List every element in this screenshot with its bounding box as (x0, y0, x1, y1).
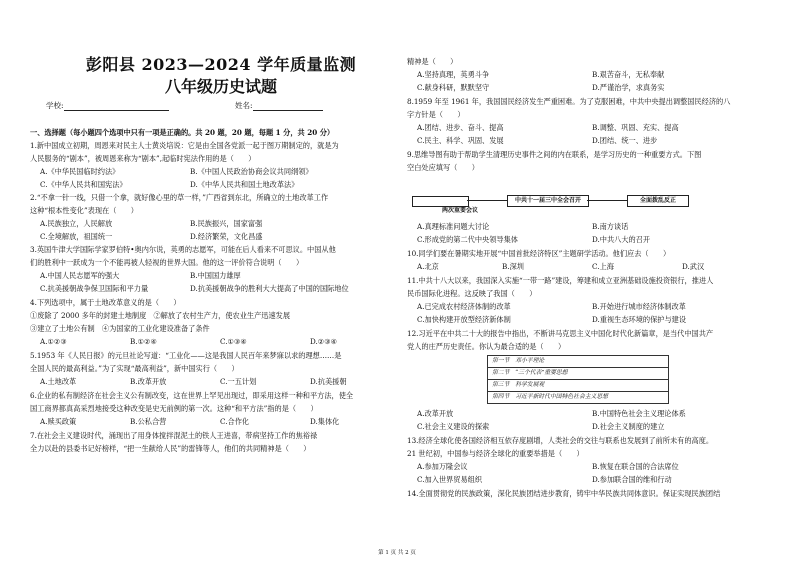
option-c[interactable]: C.加快构建开放型经济新体制 (417, 315, 511, 324)
table-row: 第二节 “三个代表”重要思想 (488, 368, 668, 380)
question-line: 1.新中国成立初期，周恩来对民主人士黄炎培说：它是由全国各党派一起于图万期制定的，就是为 (30, 141, 339, 150)
option-d[interactable]: D.团结、统一、进步 (592, 136, 658, 145)
option-a[interactable]: A.团结、进步、奋斗、提高 (417, 123, 504, 132)
option-c[interactable]: C.合作化 (220, 417, 250, 426)
option-d[interactable]: D.②③④ (310, 337, 338, 346)
name-label: 姓名: (235, 101, 253, 110)
option-d[interactable]: D.《中华人民共和国土地改革法》 (190, 180, 299, 189)
page-footer: 第 1 页 共 2 页 (378, 550, 416, 556)
flow-label-left: 两次重要会议 (441, 207, 478, 214)
exam-subtitle: 八年级历史试题 (164, 77, 277, 96)
chapter-table (487, 355, 669, 404)
option-b[interactable]: B.改革开放 (130, 377, 167, 386)
option-c[interactable]: C.一五计划 (220, 377, 257, 386)
option-d[interactable]: D.参加联合国的维和行动 (592, 475, 672, 484)
option-b[interactable]: B.南方谈话 (592, 222, 629, 231)
name-field[interactable] (235, 100, 323, 111)
option-d[interactable]: D.重视生态环境的保护与建设 (592, 315, 687, 324)
option-b[interactable]: B.中国国力雄厚 (190, 271, 241, 280)
flow-box-correction: 全面拨乱反正 (627, 195, 689, 207)
option-b[interactable]: B.公私合营 (130, 417, 167, 426)
option-c[interactable]: C.《中华人民共和国宪法》 (40, 180, 127, 189)
option-d[interactable]: D.武汉 (682, 262, 705, 271)
question-line: 9.思维导图有助于帮助学生清理历史事件之间的内在联系，是学习历史的一种重要方式。下图 (407, 150, 702, 159)
option-c[interactable]: C.上海 (592, 262, 614, 271)
question-line: ③建立了土地公有制 ④为国家的工业化建设准备了条件 (30, 324, 210, 333)
option-c[interactable]: C.献身科研，默默坚守 (417, 83, 490, 92)
option-b[interactable]: B.恢复在联合国的合法席位 (592, 462, 679, 471)
option-a[interactable]: A.赎买政策 (40, 417, 77, 426)
option-a[interactable]: A.参加万隆会议 (417, 462, 468, 471)
option-c[interactable]: C.抗美援朝战争保卫国际和平力量 (40, 284, 149, 293)
option-d[interactable]: D.集体化 (310, 417, 340, 426)
question-line: 10.同学们要在暑期实地开展“中国首批经济特区”主题研学活动。他们应去（ ） (407, 249, 671, 258)
option-d[interactable]: D.抗美援朝 (310, 377, 347, 386)
name-line[interactable] (253, 103, 323, 111)
exam-title: 彭阳县 2023—2024 学年质量监测 (85, 55, 357, 74)
option-b[interactable]: B.中国特色社会主义理论体系 (592, 409, 686, 418)
question-line: 们的胜利中一跃成为一个不能再被人轻视的世界大国。他的这一评价符合说明（ ） (30, 258, 304, 267)
option-a[interactable]: A.中国人民志愿军的强大 (40, 271, 120, 280)
question-line: 21 世纪初，中国参与经济全球化的重要举措是（ ） (407, 449, 584, 458)
option-a[interactable]: A.①②③ (40, 337, 67, 346)
question-line: 3.英国牛津大学国际学家罗伯特•奥内尔说，英勇的志愿军，可能在后人看来不可思议。中国从他 (30, 245, 336, 254)
table-row: 第四节 习近平新时代中国特色社会主义思想 (492, 394, 608, 400)
question-line: 12.习近平在中共二十大的报告中指出，不断讲马克思主义中国化时代化新篇章，是当代中国共产 (407, 329, 714, 338)
question-line: 13.经济全球化使各国经济相互依存度剧增，人类社会的交往与联系也发展到了前所未有的高度。 (407, 436, 714, 445)
question-line: 11.中共十八大以来，我国深入实施“一带一路”建设，筹建和成立亚洲基础设施投资银行，推进人 (407, 276, 714, 285)
option-c[interactable]: C.①③④ (220, 337, 247, 346)
question-line: 国工商界都真高采烈地接受这种改变是史无前例的第一次。这种“和平方法”指的是（ ） (30, 404, 318, 413)
option-b[interactable]: B.《中国人民政治协商会议共同纲领》 (190, 167, 313, 176)
option-c[interactable]: C.加入世界贸易组织 (417, 475, 483, 484)
flow-box-plenum: 中共十一届三中全会召开 (507, 195, 589, 207)
question-line: 14.全面贯彻党的民族政策，深化民族团结进步教育，铸牢中华民族共同体意识。保证实现民族团结 (407, 489, 721, 498)
question-line: 8.1959 年至 1961 年，我国国民经济发生严重困难。为了克服困难，中共中央提出调整国民经济的八 (407, 97, 731, 106)
option-b[interactable]: B.民族振兴，国家富强 (190, 219, 263, 228)
option-a[interactable]: A.北京 (417, 262, 439, 271)
option-b[interactable]: B.艰苦奋斗，无私奉献 (592, 70, 665, 79)
question-line: 6.企业的私有制经济在社会主义公有制改变，这在世界上罕见出现过，即采用这样一种和平方法，使全 (30, 391, 354, 400)
option-b[interactable]: B.开始进行城市经济体制改革 (592, 302, 686, 311)
option-a[interactable]: A.坚持真理，英勇斗争 (417, 70, 490, 79)
option-a[interactable]: A.真理标准问题大讨论 (417, 222, 490, 231)
table-row: 第一节 邓小平理论 (488, 356, 668, 368)
option-a[interactable]: A.《中华民国临时约法》 (40, 167, 120, 176)
option-c[interactable]: C.全境解放，祖国统一 (40, 232, 113, 241)
school-line[interactable] (64, 103, 169, 111)
option-a[interactable]: A.改革开放 (417, 409, 454, 418)
question-line: 4.下列选项中，属于土地改革意义的是（ ） (30, 298, 181, 307)
right-column (407, 0, 789, 548)
school-label: 学校: (46, 101, 64, 110)
question-line: ①废除了 2000 多年的封建土地制度 ②解放了农村生产力，使农业生产迅速发展 (30, 311, 291, 320)
option-c[interactable]: C.形成党的第二代中央领导集体 (417, 235, 518, 244)
question-line: 5.1953 年《人民日报》的元旦社论写道：“工业化——这是我国人民百年来梦寐以求的理想……是 (30, 351, 342, 360)
option-b[interactable]: B.调整、巩固、充实、提高 (592, 123, 679, 132)
question-line: 7.在社会主义建设时代，涌现出了用身体搅拌混泥土的铁人王进喜，带病坚持工作的焦裕禄 (30, 431, 318, 440)
question-line: 字方针是（ ） (407, 110, 465, 119)
option-d[interactable]: D.中共八大的召开 (592, 235, 651, 244)
school-field[interactable] (46, 100, 169, 111)
question-line: 2.“不拿一针一线，只借一个拿，就好像心里的草一样，”广西省到东北，所确立的土地改革工作 (30, 193, 329, 202)
option-d[interactable]: D.严谨治学，求真务实 (592, 83, 665, 92)
option-d[interactable]: D.社会主义制度的建立 (592, 422, 665, 431)
flow-arrow (467, 200, 507, 201)
left-column (30, 0, 412, 548)
option-d[interactable]: D.经济繁荣，文化昌盛 (190, 232, 263, 241)
question-line: 全力以赴的县委书记好榜样，“把一生献给人民”的雷锋等人，他们的共同精神是（ ） (30, 444, 311, 453)
question-line: 全国人民的最高利益。”为了实现“最高利益”，新中国实行（ ） (30, 364, 239, 373)
section-heading: 一、选择题（每小题四个选项中只有一项是正确的。共 20 题，20 题，每题 1 分，共 20 分） (30, 128, 335, 137)
option-b[interactable]: B.①②④ (130, 337, 157, 346)
question-line: 精神是（ ） (407, 57, 458, 66)
question-line: 这种“根本性变化”表现在（ ） (30, 206, 138, 215)
flow-arrow (587, 200, 627, 201)
option-c[interactable]: C.民主、科学、巩固、发展 (417, 136, 504, 145)
option-d[interactable]: D.抗美援朝战争的胜利大大提高了中国的国际地位 (190, 284, 349, 293)
option-c[interactable]: C.社会主义建设的探索 (417, 422, 490, 431)
option-b[interactable]: B.深圳 (502, 262, 524, 271)
question-line: 党人的庄严历史责任。你认为最合适的是（ ） (407, 342, 566, 351)
option-a[interactable]: A.民族独立，人民解放 (40, 219, 113, 228)
question-line: 空白处应填写（ ） (407, 163, 479, 172)
question-line: 民币国际化进程。这反映了我国（ ） (407, 289, 537, 298)
question-line: 人民服务的“剧本”，被周恩来称为“剧本”,起临时宪法作用的是（ ） (30, 154, 256, 163)
table-row: 第三节 科学发展观 (488, 380, 668, 392)
option-a[interactable]: A.已完成农村经济体制的改革 (417, 302, 511, 311)
option-a[interactable]: A.土地改革 (40, 377, 77, 386)
